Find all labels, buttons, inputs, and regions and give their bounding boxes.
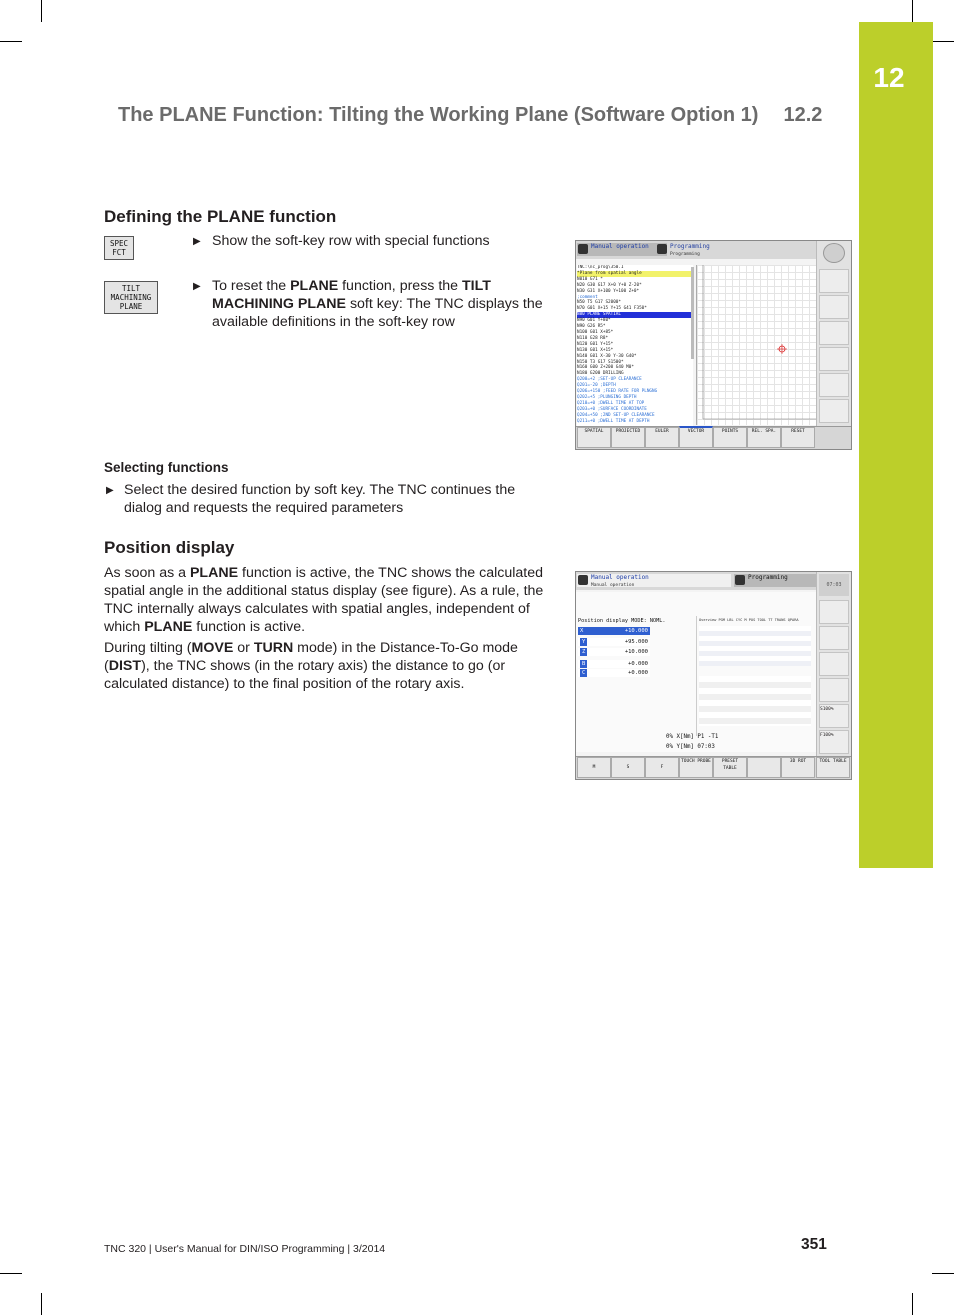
feed-override: F100% xyxy=(819,730,849,754)
spindle-override: S100% xyxy=(819,704,849,728)
program-line: N150 T3 G17 S1500* xyxy=(577,359,624,365)
program-line: N130 G01 X+15* xyxy=(577,347,614,353)
arrow-bullet-icon: ▶ xyxy=(193,281,201,292)
clock-display: 07:03 xyxy=(819,574,849,596)
program-line: N100 G01 X+85* xyxy=(577,329,614,335)
softkey-spatial: SPATIAL xyxy=(577,427,611,448)
crop-mark xyxy=(41,0,42,22)
softkey-vector: VECTOR xyxy=(679,426,713,448)
step-select-function: Select the desired function by soft key. The TNC continues the dialog and requests the required parameters xyxy=(124,482,516,516)
side-softkey xyxy=(819,321,849,345)
program-line: Q203=+0 ;SURFACE COORDINATE xyxy=(577,406,647,412)
clock-icon xyxy=(823,243,845,263)
arrow-bullet-icon: ▶ xyxy=(106,485,114,496)
program-line: N80 PLANE SPATIAL xyxy=(577,312,693,318)
screenshot-programming-plane xyxy=(575,240,852,450)
crop-mark xyxy=(932,41,954,42)
side-softkey xyxy=(819,269,849,293)
header-title: The PLANE Function: Tilting the Working Plane (Software Option 1) xyxy=(118,104,759,126)
softkey-touch-probe: TOUCH PROBE xyxy=(679,757,713,778)
vertical-softkey-bar xyxy=(816,241,851,449)
softkey-tool-table: TOOL TABLE xyxy=(816,757,850,778)
crop-mark xyxy=(0,1273,22,1274)
status-tabs: Overview PGM LBL CYC M POS TOOL TT TRANS QPARA xyxy=(699,618,799,622)
step-show-softkeys: Show the soft-key row with special functions xyxy=(212,233,490,249)
mode-programming: Programming Programming xyxy=(656,243,770,256)
graphics-window xyxy=(696,265,816,425)
heading-selecting: Selecting functions xyxy=(104,460,229,475)
program-line: N50 T5 G17 S2000* xyxy=(577,300,621,306)
side-softkey xyxy=(819,347,849,371)
side-softkey xyxy=(819,600,849,624)
paragraph-position-1: As soon as a PLANE function is active, the TNC shows the calculated spatial angle in the additional status display (see figure). As a rule, the TNC internally always calculates with spatial angles, independent of which PLANE function is active. xyxy=(104,565,544,635)
program-line: N90 G01 Y+80* xyxy=(577,318,611,324)
status-line-1: 0% X[Nm] P1 -T1 xyxy=(666,734,719,740)
heading-position-display: Position display xyxy=(104,538,235,557)
program-line: N30 G31 X+100 Y+100 Z+0* xyxy=(577,288,640,294)
mode-manual-operation: Manual operation xyxy=(577,243,667,256)
vertical-softkey-bar xyxy=(816,572,851,779)
status-panel xyxy=(696,616,815,736)
page-number: 351 xyxy=(801,1236,827,1253)
program-line: *Plane from spatial angle xyxy=(577,271,693,277)
program-line: Q210=+0 ;DWELL TIME AT TOP xyxy=(577,400,645,406)
side-softkey xyxy=(819,373,849,397)
softkey-row xyxy=(576,426,851,449)
mode-programming: Programming xyxy=(734,574,828,587)
screenshot-manual-operation xyxy=(575,571,852,780)
edit-icon xyxy=(657,244,667,254)
program-line: Q211=+0 ;DWELL TIME AT DEPTH xyxy=(577,418,650,424)
program-line: N140 G01 X-30 Y-30 G40* xyxy=(577,353,637,359)
position-display-title: Position display MODE: NOML. xyxy=(578,618,666,624)
mode-manual-operation: Manual operation Manual operation xyxy=(577,574,731,587)
program-line: Q204=+50 ;2ND SET-UP CLEARANCE xyxy=(577,412,655,418)
program-listing xyxy=(577,265,693,443)
program-line: TNC:\nc_prog\350.I xyxy=(577,265,624,270)
step-reset-plane: To reset the PLANE function, press the TILT MACHINING PLANE soft key: The TNC displays the available definitions in the soft-key row xyxy=(212,278,543,330)
spec-fct-key: SPEC FCT xyxy=(104,236,134,260)
side-softkey xyxy=(819,652,849,676)
crop-mark xyxy=(932,1273,954,1274)
side-softkey xyxy=(819,678,849,702)
graphic-plot xyxy=(697,265,816,425)
crop-mark xyxy=(912,0,913,22)
edit-icon xyxy=(735,575,745,585)
side-softkey xyxy=(819,626,849,650)
tilt-machining-plane-key: TILT MACHINING PLANE xyxy=(104,281,158,314)
footer-text: TNC 320 | User's Manual for DIN/ISO Programming | 3/2014 xyxy=(104,1243,386,1255)
hand-icon xyxy=(578,575,588,585)
program-line: Q201=-20 ;DEPTH xyxy=(577,383,616,389)
hand-icon xyxy=(578,244,588,254)
program-line: N010 G71 * xyxy=(577,276,603,282)
softkey-rel-spa: REL. SPA. xyxy=(747,427,781,448)
softkey-m: M xyxy=(577,757,611,778)
softkey-reset: RESET xyxy=(781,427,815,448)
chapter-tab xyxy=(859,22,933,868)
softkey-preset-table: PRESET TABLE xyxy=(713,757,747,778)
program-line: Q202=+5 ;PLUNGING DEPTH xyxy=(577,394,637,400)
axis-row: Y +95.000 xyxy=(578,638,650,646)
program-line: Q206=+150 ;FEED RATE FOR PLNGNG xyxy=(577,389,658,395)
status-line-2: 0% Y[Nm] 07:03 xyxy=(666,744,715,750)
program-line: N160 G00 Z+200 G40 M0* xyxy=(577,365,634,371)
page-header xyxy=(118,104,822,127)
softkey-euler: EULER xyxy=(645,427,679,448)
program-line: Q200=+2 ;SET-UP CLEARANCE xyxy=(577,377,642,383)
axis-row: Z +10.000 xyxy=(578,648,650,656)
scrollbar xyxy=(691,267,694,359)
program-line: N90 G26 R5* xyxy=(577,324,606,330)
section-number: 12.2 xyxy=(783,104,823,126)
softkey-f: F xyxy=(645,757,679,778)
crop-mark xyxy=(41,1293,42,1315)
heading-defining: Defining the PLANE function xyxy=(104,207,337,226)
arrow-bullet-icon: ▶ xyxy=(193,236,201,247)
chapter-number: 12 xyxy=(873,62,905,93)
program-line: N70 G01 X+15 Y+15 G41 F350* xyxy=(577,306,647,312)
program-line: ;comment xyxy=(577,294,598,300)
softkey-points: POINTS xyxy=(713,427,747,448)
axis-row: C +0.000 xyxy=(578,669,650,677)
softkey-3d-rot: 3D ROT xyxy=(781,757,815,778)
program-line: N110 G28 R8* xyxy=(577,335,609,341)
softkey-row xyxy=(576,756,851,779)
crop-mark xyxy=(912,1293,913,1315)
softkey-s: S xyxy=(611,757,645,778)
program-line: N180 G200 DRILLING xyxy=(577,371,624,377)
softkey-projected: PROJECTED xyxy=(611,427,645,448)
softkey-empty xyxy=(747,757,781,778)
axis-row: B +0.000 xyxy=(578,660,650,668)
side-softkey xyxy=(819,295,849,319)
crop-mark xyxy=(0,41,22,42)
axis-row: X +10.000 xyxy=(580,628,648,634)
program-line: N20 G30 G17 X+0 Y+0 Z-20* xyxy=(577,282,642,288)
side-softkey xyxy=(819,399,849,423)
program-line: N120 G01 Y+15* xyxy=(577,341,614,347)
paragraph-position-2: During tilting (MOVE or TURN mode) in the Distance-To-Go mode (DIST), the TNC shows (in the rotary axis) the distance to go (or calculated distance) to the final position of the rotary axis. xyxy=(104,640,518,692)
